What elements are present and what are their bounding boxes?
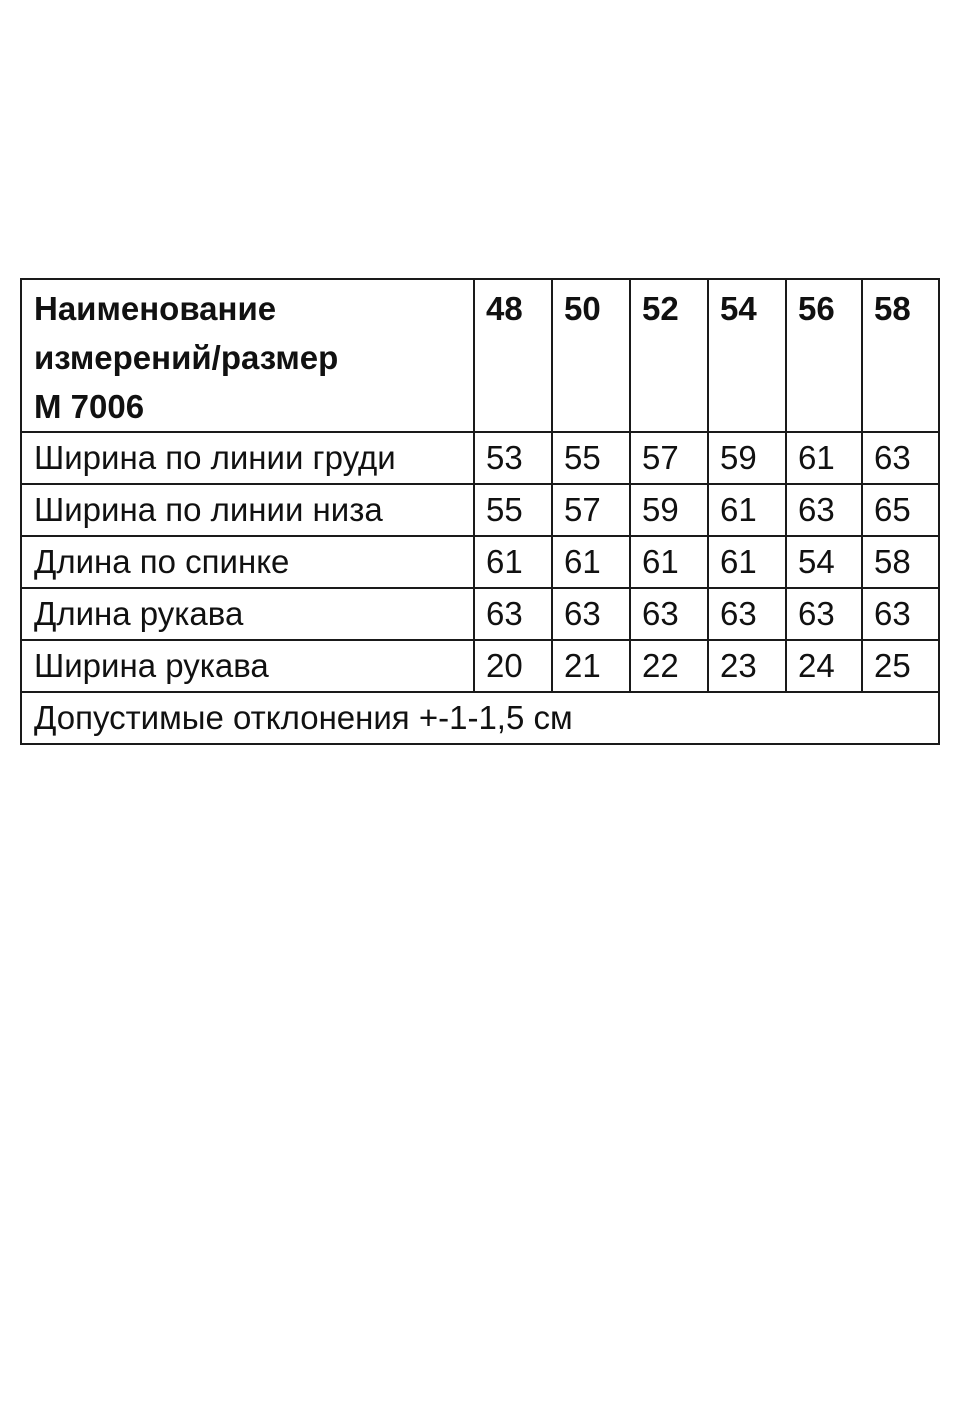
note-row xyxy=(21,692,939,744)
table-cell: 61 xyxy=(708,536,786,588)
table-cell: 21 xyxy=(552,640,630,692)
table-cell: 61 xyxy=(786,432,862,484)
table-cell: 59 xyxy=(708,432,786,484)
table-cell: 58 xyxy=(862,536,939,588)
header-label-line: М 7006 xyxy=(34,388,145,425)
row-label: Ширина по линии низа xyxy=(21,484,474,536)
row-label: Длина по спинке xyxy=(21,536,474,588)
header-label-line: Наименование xyxy=(34,290,277,327)
size-header-56: 56 xyxy=(786,279,862,432)
table-row xyxy=(21,536,939,588)
table-row xyxy=(21,640,939,692)
header-row xyxy=(21,279,939,432)
table-cell: 63 xyxy=(474,588,552,640)
table-cell: 63 xyxy=(786,484,862,536)
table-row xyxy=(21,432,939,484)
header-label-line: измерений/размер xyxy=(34,339,339,376)
table-cell: 61 xyxy=(474,536,552,588)
table-cell: 63 xyxy=(552,588,630,640)
size-chart-table xyxy=(20,278,940,745)
table-cell: 22 xyxy=(630,640,708,692)
size-header-52: 52 xyxy=(630,279,708,432)
table-cell: 57 xyxy=(552,484,630,536)
measurement-header-cell xyxy=(21,279,474,432)
table-cell: 63 xyxy=(630,588,708,640)
table-cell: 20 xyxy=(474,640,552,692)
table-cell: 24 xyxy=(786,640,862,692)
size-header-58: 58 xyxy=(862,279,939,432)
size-header-48: 48 xyxy=(474,279,552,432)
table-cell: 61 xyxy=(552,536,630,588)
table-cell: 25 xyxy=(862,640,939,692)
table-cell: 59 xyxy=(630,484,708,536)
table-row xyxy=(21,484,939,536)
table-cell: 63 xyxy=(786,588,862,640)
size-header-54: 54 xyxy=(708,279,786,432)
row-label: Длина рукава xyxy=(21,588,474,640)
tolerance-note: Допустимые отклонения +-1-1,5 см xyxy=(21,692,939,744)
table-cell: 57 xyxy=(630,432,708,484)
table-cell: 61 xyxy=(630,536,708,588)
table-cell: 63 xyxy=(862,432,939,484)
table-row xyxy=(21,588,939,640)
row-label: Ширина рукава xyxy=(21,640,474,692)
table-cell: 63 xyxy=(708,588,786,640)
table-cell: 23 xyxy=(708,640,786,692)
table-cell: 65 xyxy=(862,484,939,536)
table-cell: 53 xyxy=(474,432,552,484)
table-cell: 55 xyxy=(474,484,552,536)
table-cell: 61 xyxy=(708,484,786,536)
table-cell: 63 xyxy=(862,588,939,640)
size-header-50: 50 xyxy=(552,279,630,432)
table-cell: 55 xyxy=(552,432,630,484)
row-label: Ширина по линии груди xyxy=(21,432,474,484)
table-cell: 54 xyxy=(786,536,862,588)
